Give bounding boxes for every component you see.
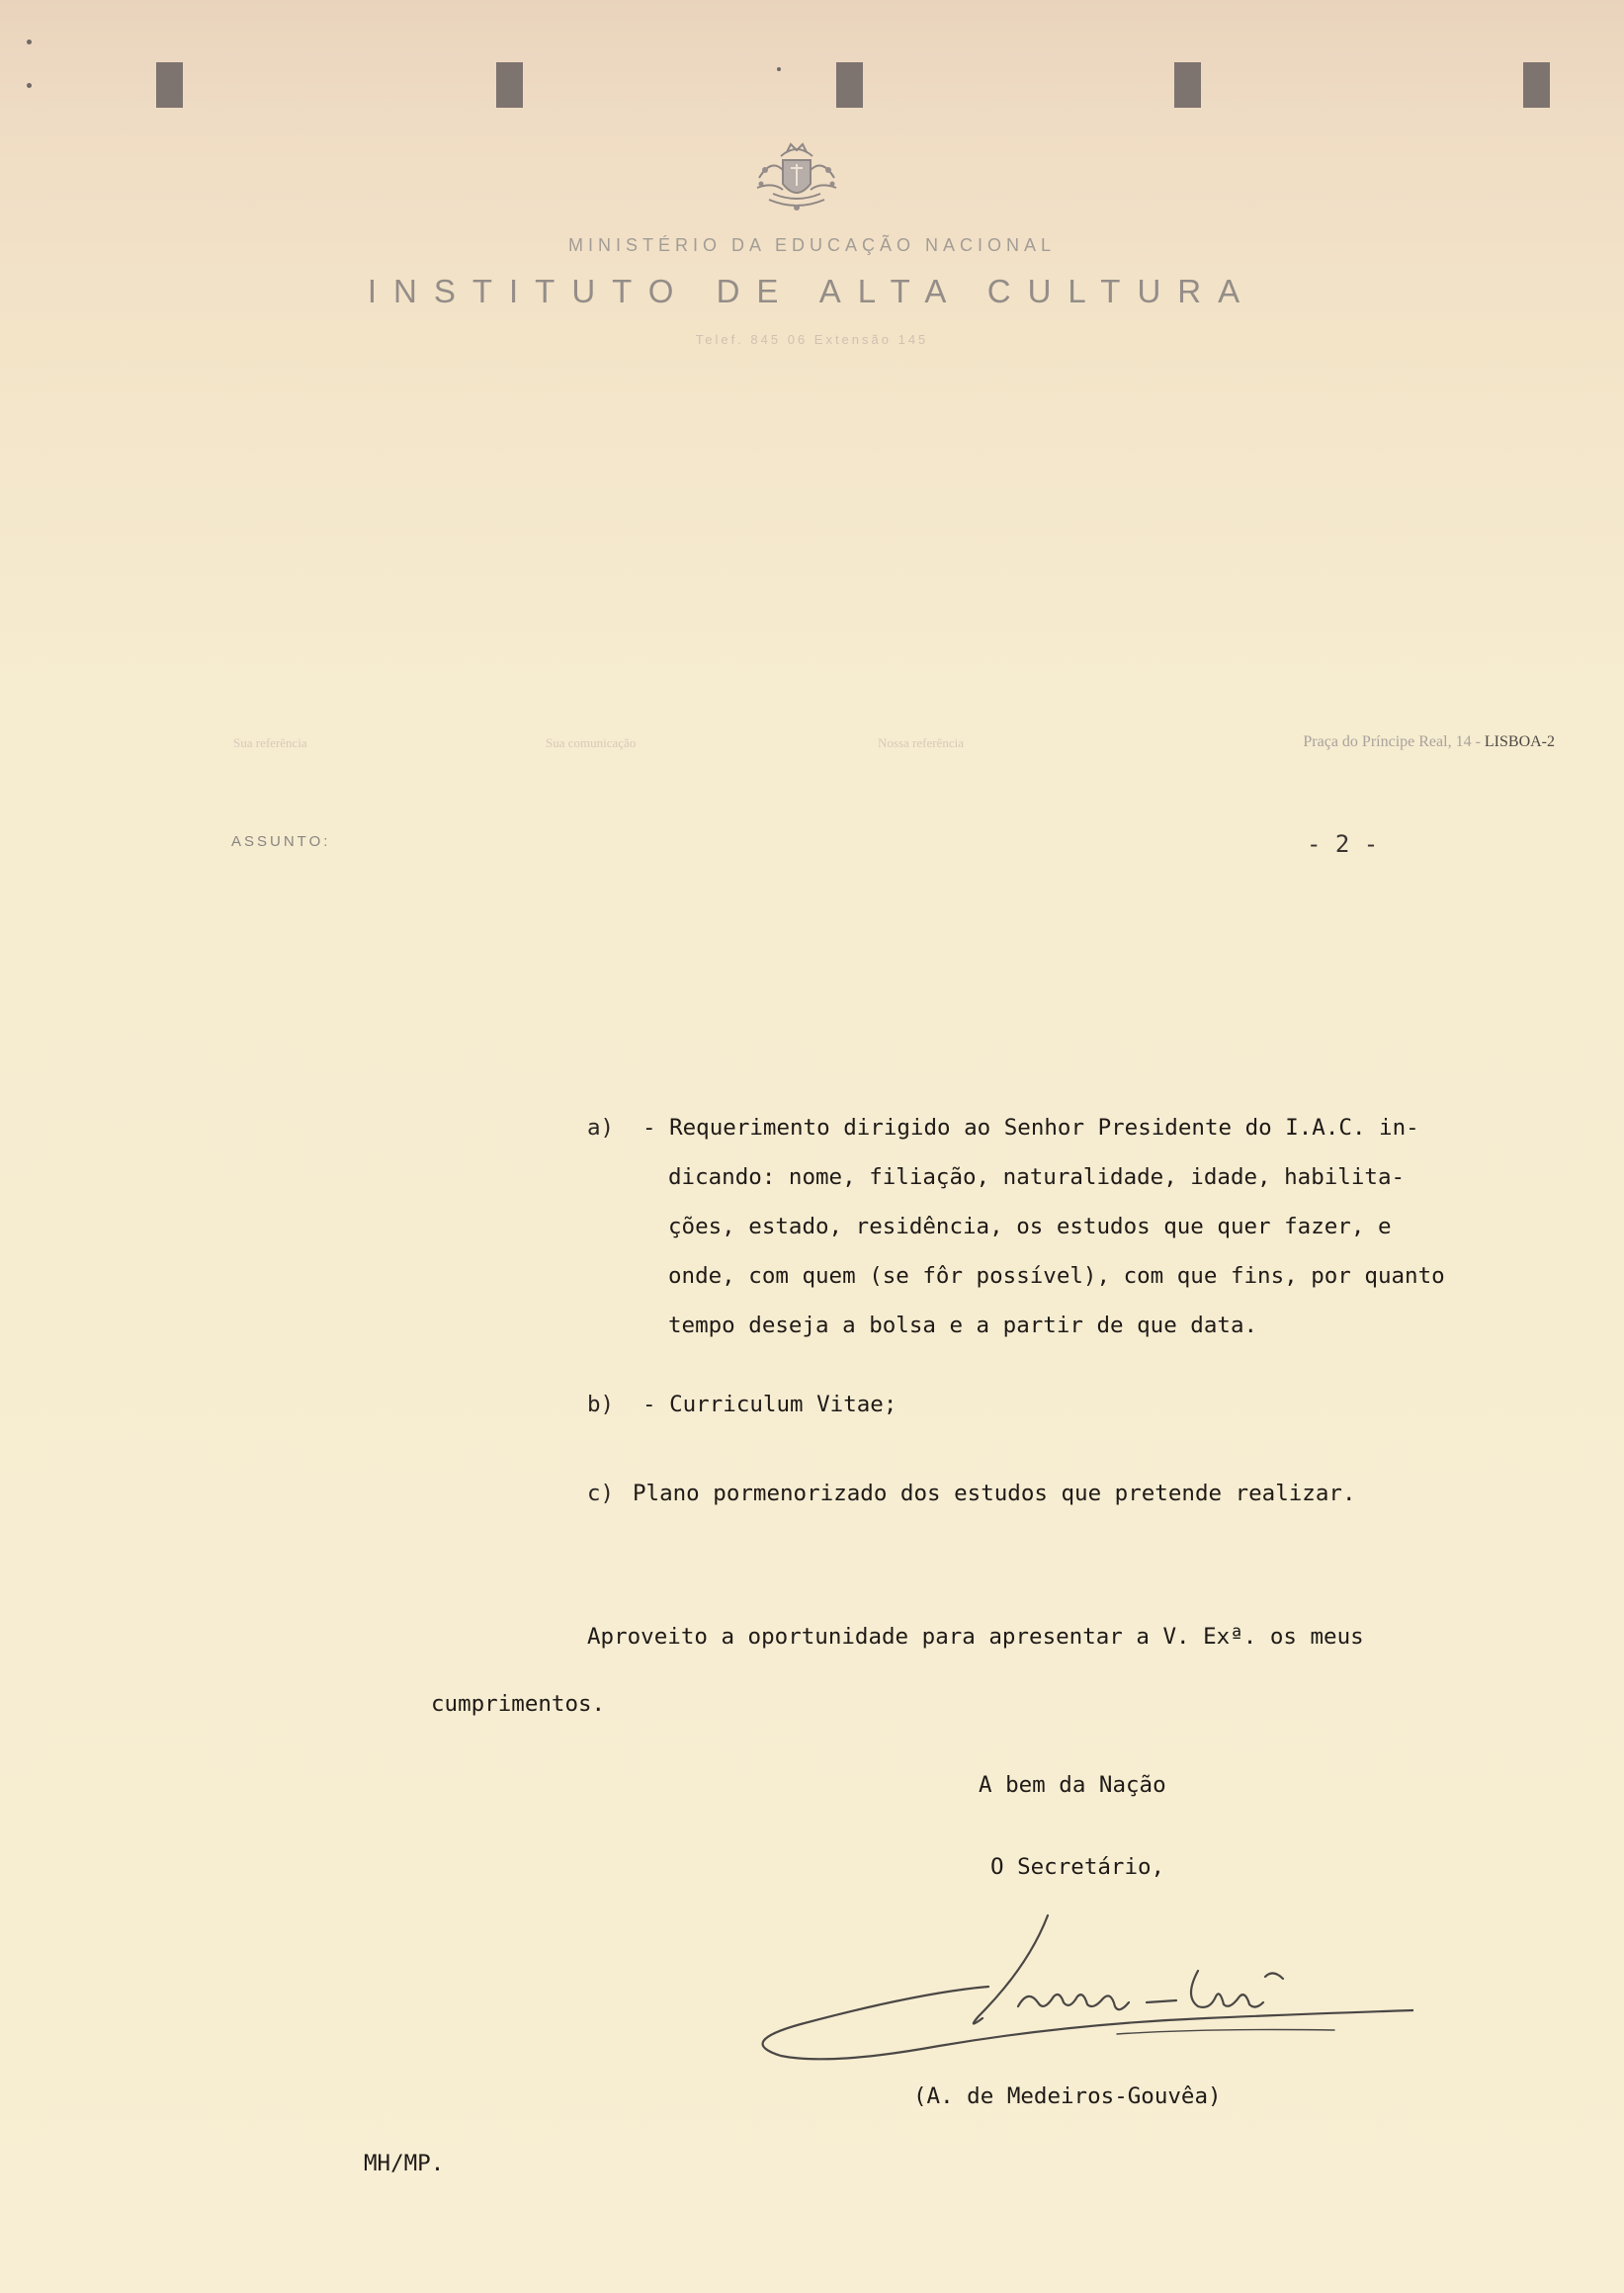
institute-name: INSTITUTO DE ALTA CULTURA [367, 273, 1257, 309]
closing-line-1: Aproveito a oportunidade para apresentar a V. Exª. os meus [587, 1624, 1364, 1650]
item-c-marker: c) [587, 1481, 615, 1506]
phone-line: Telef. 845 06 Extensão 145 [695, 332, 929, 347]
punch-hole-4 [1174, 62, 1201, 108]
reference-label-3: Nossa referência [878, 735, 964, 750]
signatory-title: O Secretário, [990, 1854, 1165, 1880]
reference-label-2: Sua comunicação [546, 735, 637, 750]
item-a-marker: a) [587, 1115, 615, 1141]
handwritten-signature [741, 1908, 1413, 2076]
punch-hole-1 [156, 62, 183, 108]
subject-label: ASSUNTO: [231, 833, 331, 850]
item-c-line-1: Plano pormenorizado dos estudos que pretende realizar. [633, 1481, 1356, 1506]
item-a-line-4: onde, com quem (se fôr possível), com que fins, por quanto [668, 1263, 1445, 1289]
punch-hole-3 [836, 62, 863, 108]
coat-of-arms-icon [751, 138, 842, 213]
typist-initials: MH/MP. [364, 2151, 445, 2176]
reference-label-1: Sua referência [233, 735, 307, 750]
salutation: A bem da Nação [979, 1772, 1166, 1798]
address-city: LISBOA-2 [1484, 733, 1555, 750]
page-number: - 2 - [1307, 830, 1379, 858]
item-a-line-5: tempo deseja a bolsa e a partir de que data. [668, 1313, 1258, 1338]
margin-mark [27, 40, 32, 44]
item-b-line-1: - Curriculum Vitae; [642, 1392, 897, 1417]
closing-line-2: cumprimentos. [431, 1691, 606, 1717]
ministry-name: MINISTÉRIO DA EDUCAÇÃO NACIONAL [567, 235, 1057, 255]
address: Praça do Príncipe Real, 14 - LISBOA-2 [1303, 733, 1555, 750]
item-a-line-2: dicando: nome, filiação, naturalidade, idade, habilita- [668, 1164, 1406, 1190]
margin-mark [777, 67, 781, 71]
address-street: Praça do Príncipe Real, 14 [1303, 733, 1472, 750]
item-a-line-1: - Requerimento dirigido ao Senhor Presidente do I.A.C. in- [642, 1115, 1419, 1141]
signatory-name: (A. de Medeiros-Gouvêa) [913, 2083, 1222, 2109]
margin-mark [27, 83, 32, 88]
item-b-marker: b) [587, 1392, 615, 1417]
punch-hole-5 [1523, 62, 1550, 108]
item-a-line-3: ções, estado, residência, os estudos que quer fazer, e [668, 1214, 1392, 1239]
punch-hole-2 [496, 62, 523, 108]
